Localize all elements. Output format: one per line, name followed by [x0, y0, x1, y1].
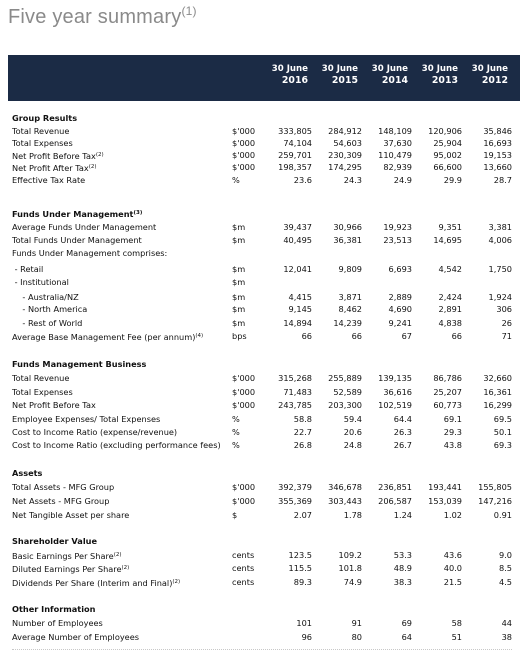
cell-value: 8,462 [338, 304, 362, 314]
cell-value: 3,871 [338, 292, 362, 302]
cell-value: 80 [351, 632, 362, 642]
row-label-text: Total Expenses [12, 387, 73, 397]
cell-value: 22.7 [293, 427, 312, 437]
cell-value: 16,693 [483, 138, 512, 148]
row-label [12, 536, 97, 547]
footnote-marker: (2) [121, 565, 130, 571]
row-label-text: - Rest of World [12, 318, 83, 328]
row-label [12, 248, 167, 259]
footnote-marker: (2) [95, 152, 104, 158]
table-row [12, 222, 518, 233]
cell-value: 1.02 [443, 510, 462, 520]
row-label-text: Assets [12, 468, 43, 478]
cell-value: 43.8 [443, 440, 462, 450]
row-label-text: Net Tangible Asset per share [12, 510, 130, 520]
cell-value: 58 [451, 618, 462, 628]
cell-value: 35,846 [483, 126, 512, 136]
row-label [12, 563, 129, 575]
row-label [12, 222, 156, 233]
cell-value: 2,889 [388, 292, 412, 302]
row-label [12, 577, 180, 589]
column-header-2013 [416, 64, 458, 86]
cell-value: 30,966 [333, 222, 362, 232]
cell-value: 259,701 [278, 150, 312, 160]
cell-value: 38 [501, 632, 512, 642]
cell-value: 66 [351, 331, 362, 341]
row-label-text: - North America [12, 304, 88, 314]
row-unit: $m [232, 292, 246, 302]
cell-value: 115.5 [288, 563, 312, 573]
row-unit: cents [232, 563, 255, 573]
cell-value: 26.8 [293, 440, 312, 450]
row-label [12, 175, 85, 186]
row-label [12, 235, 142, 246]
footnote-marker: (2) [172, 579, 181, 585]
row-label-text: - Australia/NZ [12, 292, 79, 302]
cell-value: 306 [496, 304, 512, 314]
section-heading [12, 208, 518, 219]
table-row [12, 304, 518, 315]
cell-value: 19,153 [483, 150, 512, 160]
cell-value: 48.9 [393, 563, 412, 573]
row-label-text: Number of Employees [12, 618, 103, 628]
row-label [12, 373, 69, 384]
row-label [12, 359, 146, 370]
cell-value: 59.4 [343, 414, 362, 424]
table-row [12, 400, 518, 411]
cell-value: 139,135 [378, 373, 412, 383]
row-label-text: Total Funds Under Management [12, 235, 142, 245]
column-label: 30 June [471, 64, 508, 74]
cell-value: 82,939 [383, 162, 412, 172]
cell-value: 67 [401, 331, 412, 341]
section-heading [12, 359, 518, 370]
cell-value: 43.6 [443, 550, 462, 560]
cell-value: 50.1 [493, 427, 512, 437]
column-label: 30 June [371, 64, 408, 74]
cell-value: 284,912 [328, 126, 362, 136]
cell-value: 86,786 [433, 373, 462, 383]
row-label-text: Average Number of Employees [12, 632, 140, 642]
row-label [12, 304, 87, 315]
cell-value: 101 [296, 618, 312, 628]
row-label [12, 264, 43, 275]
row-unit: $ [232, 510, 238, 520]
row-label-text: Funds Under Management [12, 209, 134, 219]
row-unit: $'000 [232, 482, 256, 492]
row-label-text: Funds Under Management comprises: [12, 248, 168, 258]
cell-value: 4,006 [488, 235, 512, 245]
table-row [12, 175, 518, 186]
cell-value: 155,805 [478, 482, 512, 492]
cell-value: 9.0 [498, 550, 512, 560]
cell-value: 29.3 [443, 427, 462, 437]
cell-value: 120,906 [428, 126, 462, 136]
cell-value: 198,357 [278, 162, 312, 172]
row-label [12, 427, 177, 438]
page-title [8, 4, 197, 29]
table-row [12, 318, 518, 329]
row-label [12, 126, 69, 137]
row-unit: % [232, 440, 240, 450]
row-label [12, 162, 97, 174]
row-unit: $'000 [232, 162, 256, 172]
table-row [12, 577, 518, 588]
cell-value: 203,300 [328, 400, 362, 410]
cell-value: 16,299 [483, 400, 512, 410]
cell-value: 4,838 [438, 318, 462, 328]
section-heading [12, 604, 518, 615]
cell-value: 71,483 [283, 387, 312, 397]
cell-value: 25,904 [433, 138, 462, 148]
cell-value: 147,216 [478, 496, 512, 506]
cell-value: 392,379 [278, 482, 312, 492]
footnote-marker: (2) [88, 164, 97, 170]
cell-value: 74.9 [343, 577, 362, 587]
column-header-2012 [466, 64, 508, 86]
table-row [12, 264, 518, 275]
table-row [12, 277, 518, 288]
table-row [12, 292, 518, 303]
cell-value: 14,695 [433, 235, 462, 245]
table-row [12, 427, 518, 438]
cell-value: 26.3 [393, 427, 412, 437]
row-label-text: Effective Tax Rate [12, 175, 86, 185]
cell-value: 255,889 [328, 373, 362, 383]
cell-value: 346,678 [328, 482, 362, 492]
cell-value: 14,239 [333, 318, 362, 328]
cell-value: 96 [301, 632, 312, 642]
cell-value: 26 [501, 318, 512, 328]
cell-value: 9,351 [438, 222, 462, 232]
cell-value: 69.5 [493, 414, 512, 424]
cell-value: 174,295 [328, 162, 362, 172]
cell-value: 64 [401, 632, 412, 642]
table-row [12, 550, 518, 561]
cell-value: 91 [351, 618, 362, 628]
row-label [12, 138, 73, 149]
cell-value: 23,513 [383, 235, 412, 245]
row-label [12, 277, 69, 288]
cell-value: 95,002 [433, 150, 462, 160]
cell-value: 52,589 [333, 387, 362, 397]
section-heading [12, 468, 518, 479]
row-label [12, 632, 139, 643]
row-label-text: Net Assets - MFG Group [12, 496, 110, 506]
cell-value: 69.1 [443, 414, 462, 424]
cell-value: 1.24 [393, 510, 412, 520]
table-row [12, 138, 518, 149]
row-label-text: Employee Expenses/ Total Expenses [12, 414, 161, 424]
cell-value: 110,479 [378, 150, 412, 160]
cell-value: 9,809 [338, 264, 362, 274]
row-label-text: Basic Earnings Per Share [12, 551, 114, 561]
table-row [12, 235, 518, 246]
cell-value: 3,381 [488, 222, 512, 232]
row-unit: $'000 [232, 126, 256, 136]
row-unit: $'000 [232, 150, 256, 160]
cell-value: 66 [301, 331, 312, 341]
row-label [12, 468, 42, 479]
row-unit: bps [232, 331, 247, 341]
footnote-marker: (4) [195, 333, 204, 339]
table-row [12, 440, 518, 451]
cell-value: 0.91 [493, 510, 512, 520]
cell-value: 36,616 [383, 387, 412, 397]
cell-value: 66,600 [433, 162, 462, 172]
cell-value: 24.9 [393, 175, 412, 185]
cell-value: 32,660 [483, 373, 512, 383]
column-label: 30 June [321, 64, 358, 74]
title-text: Five year summary [8, 6, 182, 28]
column-year: 2012 [481, 75, 508, 86]
footer-divider [12, 649, 512, 652]
row-unit: $'000 [232, 496, 256, 506]
cell-value: 51 [451, 632, 462, 642]
row-label [12, 150, 104, 162]
column-year: 2013 [431, 75, 458, 86]
row-label [12, 496, 109, 507]
cell-value: 2.07 [293, 510, 312, 520]
row-unit: $m [232, 304, 246, 314]
row-label-text: Diluted Earnings Per Share [12, 564, 122, 574]
cell-value: 1.78 [343, 510, 362, 520]
cell-value: 19,923 [383, 222, 412, 232]
column-label: 30 June [271, 64, 308, 74]
cell-value: 2,891 [438, 304, 462, 314]
cell-value: 37,630 [383, 138, 412, 148]
table-row [12, 563, 518, 574]
cell-value: 69.3 [493, 440, 512, 450]
row-unit: cents [232, 550, 255, 560]
footnote-marker: (3) [133, 210, 143, 216]
table-row [12, 126, 518, 137]
row-label-text: Average Funds Under Management [12, 222, 157, 232]
cell-value: 16,361 [483, 387, 512, 397]
row-label [12, 618, 103, 629]
row-unit: $m [232, 277, 246, 287]
table-row [12, 482, 518, 493]
cell-value: 40.0 [443, 563, 462, 573]
row-label [12, 318, 82, 329]
row-label [12, 604, 95, 615]
cell-value: 23.6 [293, 175, 312, 185]
cell-value: 303,443 [328, 496, 362, 506]
row-label-text: Total Revenue [12, 126, 70, 136]
cell-value: 53.3 [393, 550, 412, 560]
table-row [12, 248, 518, 259]
cell-value: 74,104 [283, 138, 312, 148]
cell-value: 21.5 [443, 577, 462, 587]
cell-value: 236,851 [378, 482, 412, 492]
cell-value: 102,519 [378, 400, 412, 410]
cell-value: 69 [401, 618, 412, 628]
row-label [12, 387, 73, 398]
row-label-text: Cost to Income Ratio (expense/revenue) [12, 427, 178, 437]
cell-value: 243,785 [278, 400, 312, 410]
row-unit: $'000 [232, 373, 256, 383]
cell-value: 101.8 [338, 563, 362, 573]
row-label [12, 510, 129, 521]
column-header-2015 [316, 64, 358, 86]
cell-value: 12,041 [283, 264, 312, 274]
cell-value: 44 [501, 618, 512, 628]
cell-value: 333,805 [278, 126, 312, 136]
cell-value: 1,750 [488, 264, 512, 274]
cell-value: 89.3 [293, 577, 312, 587]
cell-value: 148,109 [378, 126, 412, 136]
row-label-text: Net Profit Before Tax [12, 151, 96, 161]
table-row [12, 387, 518, 398]
row-label-text: Total Expenses [12, 138, 73, 148]
cell-value: 58.8 [293, 414, 312, 424]
row-label [12, 440, 221, 451]
row-unit: cents [232, 577, 255, 587]
row-unit: % [232, 427, 240, 437]
table-row [12, 150, 518, 161]
cell-value: 24.8 [343, 440, 362, 450]
cell-value: 40,495 [283, 235, 312, 245]
table-row [12, 414, 518, 425]
row-unit: % [232, 175, 240, 185]
cell-value: 24.3 [343, 175, 362, 185]
row-unit: $'000 [232, 138, 256, 148]
column-year: 2014 [381, 75, 408, 86]
column-year: 2015 [331, 75, 358, 86]
row-label [12, 331, 203, 343]
cell-value: 39,437 [283, 222, 312, 232]
row-label-text: Shareholder Value [12, 536, 98, 546]
cell-value: 4.5 [498, 577, 512, 587]
cell-value: 66 [451, 331, 462, 341]
cell-value: 109.2 [338, 550, 362, 560]
table-row [12, 373, 518, 384]
row-label-text: Cost to Income Ratio (excluding performance fees) [12, 440, 221, 450]
row-unit: % [232, 414, 240, 424]
row-label-text: Net Profit Before Tax [12, 400, 96, 410]
table-row [12, 632, 518, 643]
table-row [12, 510, 518, 521]
row-unit: $'000 [232, 400, 256, 410]
section-heading [12, 113, 518, 124]
row-label-text: Average Base Management Fee (per annum) [12, 332, 196, 342]
cell-value: 64.4 [393, 414, 412, 424]
row-unit: $'000 [232, 387, 256, 397]
row-label-text: Total Revenue [12, 373, 70, 383]
row-label [12, 292, 79, 303]
row-label [12, 208, 142, 220]
cell-value: 14,894 [283, 318, 312, 328]
row-unit: $m [232, 264, 246, 274]
cell-value: 28.7 [493, 175, 512, 185]
cell-value: 60,773 [433, 400, 462, 410]
cell-value: 123.5 [288, 550, 312, 560]
cell-value: 230,309 [328, 150, 362, 160]
cell-value: 4,542 [438, 264, 462, 274]
cell-value: 6,693 [388, 264, 412, 274]
cell-value: 29.9 [443, 175, 462, 185]
column-header-2014 [366, 64, 408, 86]
row-label [12, 400, 96, 411]
table-row [12, 331, 518, 342]
table-row [12, 618, 518, 629]
column-year: 2016 [281, 75, 308, 86]
cell-value: 315,268 [278, 373, 312, 383]
column-header-2016 [266, 64, 308, 86]
table-row [12, 496, 518, 507]
cell-value: 4,690 [388, 304, 412, 314]
cell-value: 4,415 [288, 292, 312, 302]
row-unit: $m [232, 318, 246, 328]
row-label-text: - Retail [12, 264, 44, 274]
cell-value: 206,587 [378, 496, 412, 506]
row-label-text: Net Profit After Tax [12, 163, 89, 173]
row-label-text: Total Assets - MFG Group [12, 482, 115, 492]
cell-value: 54,603 [333, 138, 362, 148]
row-label-text: Dividends Per Share (Interim and Final) [12, 578, 173, 588]
row-label [12, 550, 121, 562]
cell-value: 1,924 [488, 292, 512, 302]
cell-value: 20.6 [343, 427, 362, 437]
table-row [12, 162, 518, 173]
section-heading [12, 536, 518, 547]
cell-value: 36,381 [333, 235, 362, 245]
row-label [12, 113, 77, 124]
row-label [12, 414, 160, 425]
cell-value: 355,369 [278, 496, 312, 506]
column-label: 30 June [421, 64, 458, 74]
title-footnote: (1) [181, 4, 197, 18]
row-label-text: Funds Management Business [12, 359, 147, 369]
row-unit: $m [232, 235, 246, 245]
cell-value: 2,424 [438, 292, 462, 302]
cell-value: 25,207 [433, 387, 462, 397]
row-label-text: Group Results [12, 113, 78, 123]
footnote-marker: (2) [113, 552, 122, 558]
cell-value: 26.7 [393, 440, 412, 450]
cell-value: 9,241 [388, 318, 412, 328]
cell-value: 38.3 [393, 577, 412, 587]
cell-value: 9,145 [288, 304, 312, 314]
cell-value: 8.5 [498, 563, 512, 573]
table-header [8, 55, 520, 101]
row-label [12, 482, 114, 493]
cell-value: 193,441 [428, 482, 462, 492]
row-label-text: - Institutional [12, 277, 69, 287]
row-unit: $m [232, 222, 246, 232]
cell-value: 13,660 [483, 162, 512, 172]
cell-value: 153,039 [428, 496, 462, 506]
row-label-text: Other Information [12, 604, 96, 614]
cell-value: 71 [501, 331, 512, 341]
